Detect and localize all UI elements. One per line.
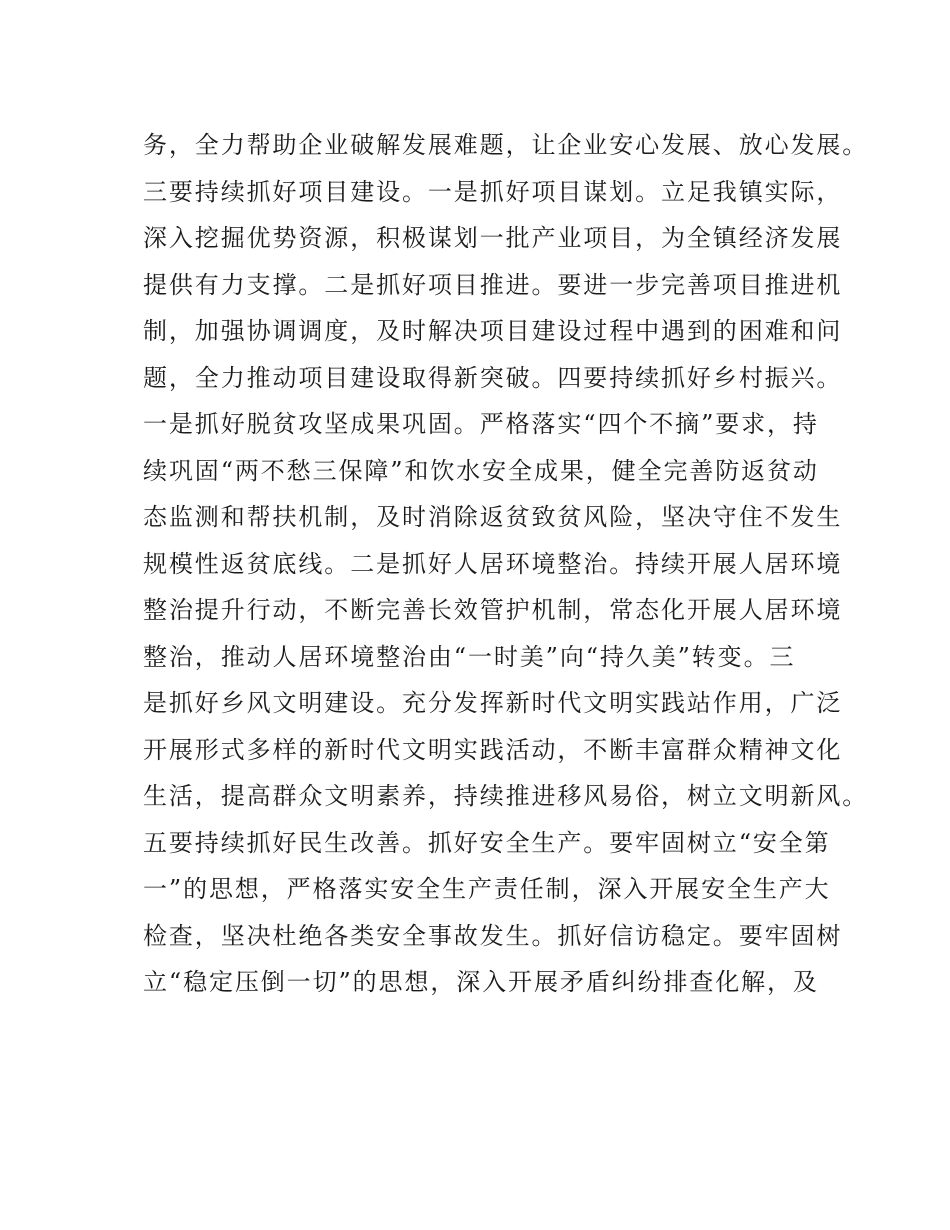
- text-line: 一”的思想，严格落实安全生产责任制，深入开展安全生产大: [143, 875, 831, 903]
- text-line: 整治，推动人居环境整治由“一时美”向“持久美”转变。三: [143, 642, 796, 671]
- text-line: 务，全力帮助企业破解发展难题，让企业安心发展、放心发展。: [143, 131, 869, 159]
- text-line: 提供有力支撑。二是抓好项目推进。要进一步完善项目推进机: [143, 270, 843, 299]
- text-line: 制，加强协调调度，及时解决项目建设过程中遇到的困难和问: [143, 317, 843, 345]
- text-line: 开展形式多样的新时代文明实践活动，不断丰富群众精神文化: [143, 735, 843, 764]
- text-line: 续巩固“两不愁三保障”和饮水安全成果，健全完善防返贫动: [143, 456, 819, 485]
- text-line: 整治提升行动，不断完善长效管护机制，常态化开展人居环境: [143, 596, 843, 624]
- text-line: 是抓好乡风文明建设。充分发挥新时代文明实践站作用，广泛: [143, 689, 843, 717]
- text-line: 五要持续抓好民生改善。抓好安全生产。要牢固树立“安全第: [143, 828, 831, 857]
- text-line: 检查，坚决杜绝各类安全事故发生。抓好信访稳定。要牢固树: [143, 921, 843, 950]
- text-line: 生活，提高群众文明素养，持续推进移风易俗，树立文明新风。: [143, 782, 869, 810]
- text-line: 一是抓好脱贫攻坚成果巩固。严格落实“四个不摘”要求，持: [143, 410, 819, 438]
- text-line: 三要持续抓好项目建设。一是抓好项目谋划。立足我镇实际，: [143, 177, 843, 206]
- body-text: [143, 122, 869, 1006]
- text-line: 立“稳定压倒一切”的思想，深入开展矛盾纠纷排查化解，及: [143, 968, 819, 996]
- text-line: 题，全力推动项目建设取得新突破。四要持续抓好乡村振兴。: [143, 363, 843, 392]
- text-line: 深入挖掘优势资源，积极谋划一批产业项目，为全镇经济发展: [143, 224, 843, 252]
- text-line: 态监测和帮扶机制，及时消除返贫致贫风险，坚决守住不发生: [143, 503, 843, 531]
- text-line: 规模性返贫底线。二是抓好人居环境整治。持续开展人居环境: [143, 549, 843, 578]
